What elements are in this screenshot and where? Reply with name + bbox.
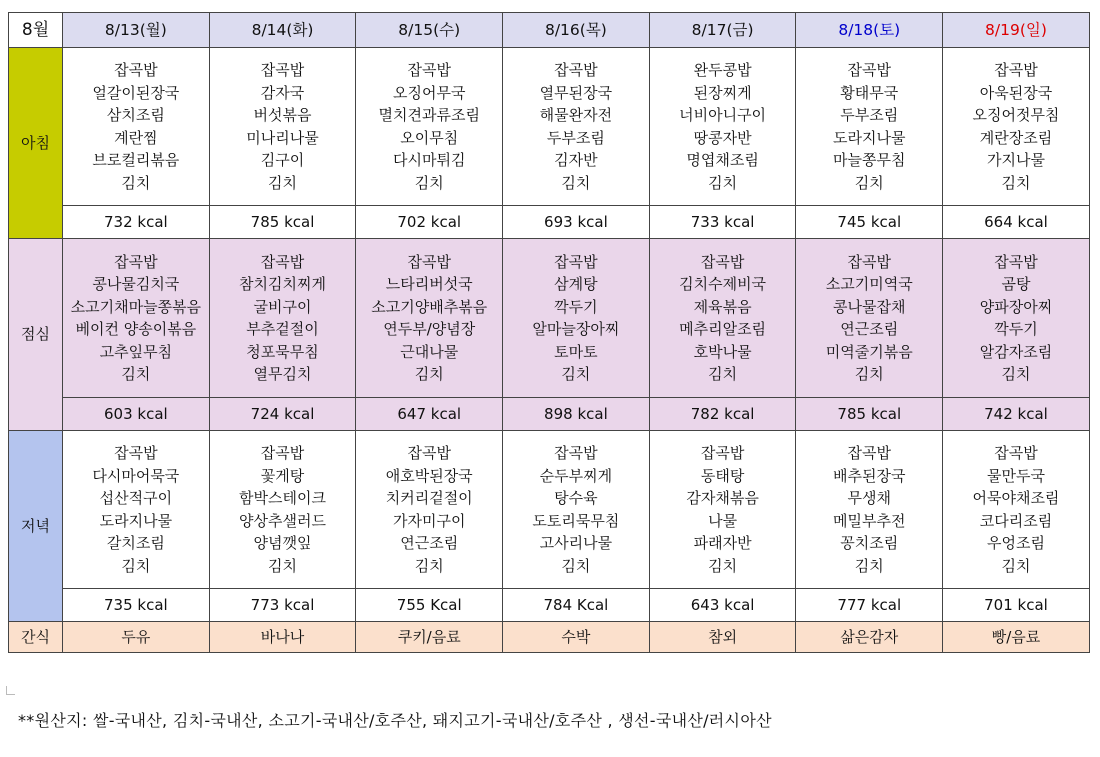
menu-item: 콩나물잡채 (833, 297, 906, 316)
snack-cell: 빵/음료 (943, 622, 1090, 653)
kcal-cell: 664 kcal (943, 206, 1090, 239)
menu-item: 연두부/양념장 (383, 320, 476, 338)
menu-item: 김치 (1001, 173, 1031, 192)
kcal-cell: 742 kcal (943, 398, 1090, 431)
menu-item: 김치 (414, 556, 444, 575)
menu-item: 땅콩자반 (693, 128, 752, 147)
kcal-cell: 785 kcal (796, 398, 943, 431)
menu-item: 순두부찌게 (539, 466, 613, 485)
lunch-kcal-row (9, 398, 1090, 431)
snack-cell: 바나나 (209, 622, 356, 653)
menu-item: 김치 (561, 556, 591, 575)
menu-item: 치커리겉절이 (385, 489, 473, 507)
menu-item: 열무된장국 (539, 83, 613, 102)
menu-item: 완두콩밥 (693, 61, 752, 79)
menu-item: 삼치조림 (106, 106, 165, 124)
menu-item: 탕수육 (554, 489, 598, 507)
meal-cell (209, 48, 356, 206)
meal-cell (796, 431, 943, 589)
menu-item: 잡곡밥 (700, 252, 745, 271)
menu-item: 콩나물김치국 (92, 275, 180, 293)
menu-item: 잡곡밥 (260, 252, 305, 271)
menu-item: 김치 (268, 173, 298, 192)
menu-item: 김치 (708, 173, 738, 192)
page-corner-mark (6, 686, 15, 695)
menu-item: 굴비구이 (253, 297, 312, 316)
menu-item: 곰탕 (1001, 275, 1031, 293)
menu-item: 두부조림 (840, 106, 899, 124)
menu-item: 물만두국 (986, 466, 1045, 485)
menu-item: 토마토 (554, 342, 598, 361)
meal-cell (503, 239, 650, 398)
snack-cell: 수박 (503, 622, 650, 653)
menu-item: 코다리조림 (979, 511, 1053, 530)
menu-item: 계란장조림 (979, 128, 1053, 147)
snack-cell: 삶은감자 (796, 622, 943, 653)
menu-item: 잡곡밥 (554, 61, 598, 79)
menu-item: 소고기양배추볶음 (371, 297, 488, 316)
menu-item: 도라지나물 (99, 511, 173, 530)
menu-item: 양상추샐러드 (239, 511, 326, 530)
kcal-cell: 745 kcal (796, 206, 943, 239)
menu-item: 고추잎무침 (99, 342, 173, 361)
menu-item: 잡곡밥 (994, 252, 1038, 271)
menu-item: 메추리알조림 (679, 320, 767, 338)
menu-item: 계란찜 (114, 128, 158, 147)
meal-cell (63, 239, 210, 398)
menu-item: 감자국 (260, 83, 305, 102)
month-label: 8월 (9, 13, 63, 48)
meal-cell (209, 239, 356, 398)
menu-item: 갈치조림 (106, 534, 165, 552)
kcal-cell: 773 kcal (209, 589, 356, 622)
menu-item: 해물완자전 (539, 106, 613, 124)
weekly-meal-table (8, 12, 1090, 653)
menu-item: 잡곡밥 (260, 444, 305, 462)
kcal-cell: 724 kcal (209, 398, 356, 431)
menu-item: 나물 (708, 511, 738, 530)
menu-item: 멸치견과류조림 (378, 106, 480, 124)
kcal-cell: 755 Kcal (356, 589, 503, 622)
kcal-cell: 603 kcal (63, 398, 210, 431)
menu-item: 꽁치조림 (840, 534, 899, 552)
header-row (9, 13, 1090, 48)
menu-item: 김치 (1001, 365, 1031, 383)
menu-item: 연근조림 (400, 534, 459, 552)
kcal-cell: 782 kcal (649, 398, 796, 431)
menu-item: 김치 (561, 365, 591, 383)
menu-item: 김치 (708, 556, 738, 575)
day-header-tue: 8/14(화) (209, 13, 356, 48)
meal-cell (503, 431, 650, 589)
meal-cell (356, 48, 503, 206)
menu-item: 잡곡밥 (847, 252, 892, 271)
snack-cell: 두유 (63, 622, 210, 653)
menu-item: 김치 (268, 556, 298, 575)
menu-item: 잡곡밥 (554, 252, 598, 271)
kcal-cell: 647 kcal (356, 398, 503, 431)
menu-item: 너비아니구이 (679, 106, 767, 124)
meal-cell (649, 48, 796, 206)
meal-cell (63, 431, 210, 589)
menu-item: 오징어젓무침 (972, 106, 1060, 124)
menu-item: 잡곡밥 (407, 61, 451, 79)
day-header-sun: 8/19(일) (943, 13, 1090, 48)
origin-note: **원산지: 쌀-국내산, 김치-국내산, 소고기-국내산/호주산, 돼지고기-국내산/호주산 , 생선-국내산/러시아산 (18, 711, 772, 730)
meal-cell (649, 239, 796, 398)
menu-item: 명엽채조림 (686, 151, 759, 169)
menu-item: 메밀부추전 (833, 511, 906, 530)
menu-item: 연근조림 (840, 320, 899, 338)
menu-item: 김자반 (554, 151, 598, 169)
menu-item: 김치 (854, 556, 884, 575)
snack-cell: 쿠키/음료 (356, 622, 503, 653)
kcal-cell: 733 kcal (649, 206, 796, 239)
day-header-thu: 8/16(목) (503, 13, 650, 48)
menu-item: 잡곡밥 (847, 61, 892, 79)
kcal-cell: 643 kcal (649, 589, 796, 622)
menu-item: 함박스테이크 (239, 489, 326, 507)
menu-item: 황태무국 (840, 83, 899, 102)
kcal-cell: 732 kcal (63, 206, 210, 239)
menu-item: 마늘쫑무침 (833, 151, 906, 169)
meal-cell (796, 48, 943, 206)
meal-cell (356, 431, 503, 589)
snack-row (9, 622, 1090, 653)
menu-item: 김치 (121, 173, 151, 192)
kcal-cell: 735 kcal (63, 589, 210, 622)
kcal-cell: 784 Kcal (503, 589, 650, 622)
menu-item: 김구이 (260, 151, 305, 169)
menu-item: 열무김치 (253, 365, 312, 383)
menu-item: 참치김치찌게 (239, 275, 326, 293)
menu-item: 김치 (414, 365, 444, 383)
menu-item: 부추겉절이 (246, 320, 319, 338)
breakfast-menu-row (9, 48, 1090, 206)
dinner-kcal-row (9, 589, 1090, 622)
meal-cell (649, 431, 796, 589)
menu-item: 근대나물 (400, 342, 459, 361)
menu-item: 양념깻잎 (253, 534, 312, 552)
meal-cell (503, 48, 650, 206)
meal-cell (209, 431, 356, 589)
menu-item: 잡곡밥 (407, 444, 451, 462)
lunch-label: 점심 (9, 239, 63, 431)
menu-item: 잡곡밥 (847, 444, 892, 462)
menu-item: 배추된장국 (833, 466, 906, 485)
menu-item: 삼계탕 (554, 275, 598, 293)
kcal-cell: 701 kcal (943, 589, 1090, 622)
menu-item: 도토리묵무침 (532, 511, 620, 530)
menu-item: 잡곡밥 (114, 444, 158, 462)
menu-item: 소고기채마늘쫑볶음 (70, 297, 202, 316)
menu-item: 다시마튀김 (392, 151, 466, 169)
menu-item: 무생채 (847, 489, 892, 507)
menu-item: 도라지나물 (833, 128, 906, 147)
menu-item: 잡곡밥 (407, 252, 451, 271)
menu-item: 가자미구이 (392, 511, 466, 530)
day-header-wed: 8/15(수) (356, 13, 503, 48)
menu-item: 김치 (121, 556, 151, 575)
meal-cell (943, 48, 1090, 206)
menu-item: 다시마어묵국 (92, 466, 180, 485)
menu-item: 꽃게탕 (260, 466, 305, 485)
lunch-menu-row (9, 239, 1090, 398)
menu-item: 어묵야채조림 (972, 489, 1060, 507)
menu-item: 미역줄기볶음 (825, 342, 913, 361)
menu-item: 깍두기 (554, 297, 598, 316)
kcal-cell: 702 kcal (356, 206, 503, 239)
menu-item: 알감자조림 (979, 342, 1053, 361)
menu-item: 제육볶음 (693, 297, 752, 316)
menu-item: 얼갈이된장국 (92, 83, 180, 102)
menu-item: 가지나물 (986, 151, 1045, 169)
menu-item: 김치 (1001, 556, 1031, 575)
kcal-cell: 898 kcal (503, 398, 650, 431)
menu-item: 버섯볶음 (253, 106, 312, 124)
dinner-menu-row (9, 431, 1090, 589)
menu-item: 김치 (121, 365, 151, 383)
menu-item: 깍두기 (994, 320, 1038, 338)
meal-cell (943, 239, 1090, 398)
menu-item: 소고기미역국 (825, 275, 913, 293)
dinner-label: 저녁 (9, 431, 63, 622)
menu-item: 브로컬리볶음 (92, 151, 180, 169)
snack-label: 간식 (9, 622, 63, 653)
menu-item: 알마늘장아찌 (532, 320, 620, 338)
menu-item: 파래자반 (693, 534, 752, 552)
day-header-mon: 8/13(월) (63, 13, 210, 48)
menu-item: 오징어무국 (392, 83, 466, 102)
menu-item: 잡곡밥 (114, 61, 158, 79)
snack-cell: 참외 (649, 622, 796, 653)
menu-item: 애호박된장국 (385, 466, 473, 485)
meal-cell (796, 239, 943, 398)
menu-item: 잡곡밥 (260, 61, 305, 79)
menu-item: 김치 (414, 173, 444, 192)
menu-item: 잡곡밥 (994, 444, 1038, 462)
menu-item: 고사리나물 (539, 534, 613, 552)
menu-item: 감자채볶음 (686, 489, 759, 507)
meal-cell (356, 239, 503, 398)
menu-item: 김치 (561, 173, 591, 192)
breakfast-label: 아침 (9, 48, 63, 239)
menu-item: 양파장아찌 (979, 297, 1053, 316)
menu-item: 된장찌게 (693, 83, 752, 102)
menu-item: 청포묵무침 (246, 342, 319, 361)
menu-item: 느타리버섯국 (385, 275, 473, 293)
menu-item: 김치 (854, 365, 884, 383)
meal-cell (63, 48, 210, 206)
kcal-cell: 785 kcal (209, 206, 356, 239)
menu-item: 잡곡밥 (700, 444, 745, 462)
menu-item: 오이무침 (400, 128, 459, 147)
menu-item: 베이컨 양송이볶음 (75, 320, 197, 338)
menu-item: 미나리나물 (246, 128, 319, 147)
menu-item: 잡곡밥 (994, 61, 1038, 79)
menu-item: 두부조림 (546, 128, 605, 147)
menu-item: 잡곡밥 (554, 444, 598, 462)
kcal-cell: 777 kcal (796, 589, 943, 622)
menu-item: 호박나물 (693, 342, 752, 361)
menu-item: 우엉조림 (986, 534, 1045, 552)
day-header-sat: 8/18(토) (796, 13, 943, 48)
menu-item: 김치 (708, 365, 738, 383)
menu-item: 아욱된장국 (979, 83, 1053, 102)
kcal-cell: 693 kcal (503, 206, 650, 239)
menu-item: 김치 (854, 173, 884, 192)
menu-item: 동태탕 (700, 466, 745, 485)
menu-item: 김치수제비국 (679, 275, 767, 293)
day-header-fri: 8/17(금) (649, 13, 796, 48)
meal-cell (943, 431, 1090, 589)
menu-item: 섭산적구이 (99, 489, 173, 507)
breakfast-kcal-row (9, 206, 1090, 239)
menu-item: 잡곡밥 (114, 252, 158, 271)
